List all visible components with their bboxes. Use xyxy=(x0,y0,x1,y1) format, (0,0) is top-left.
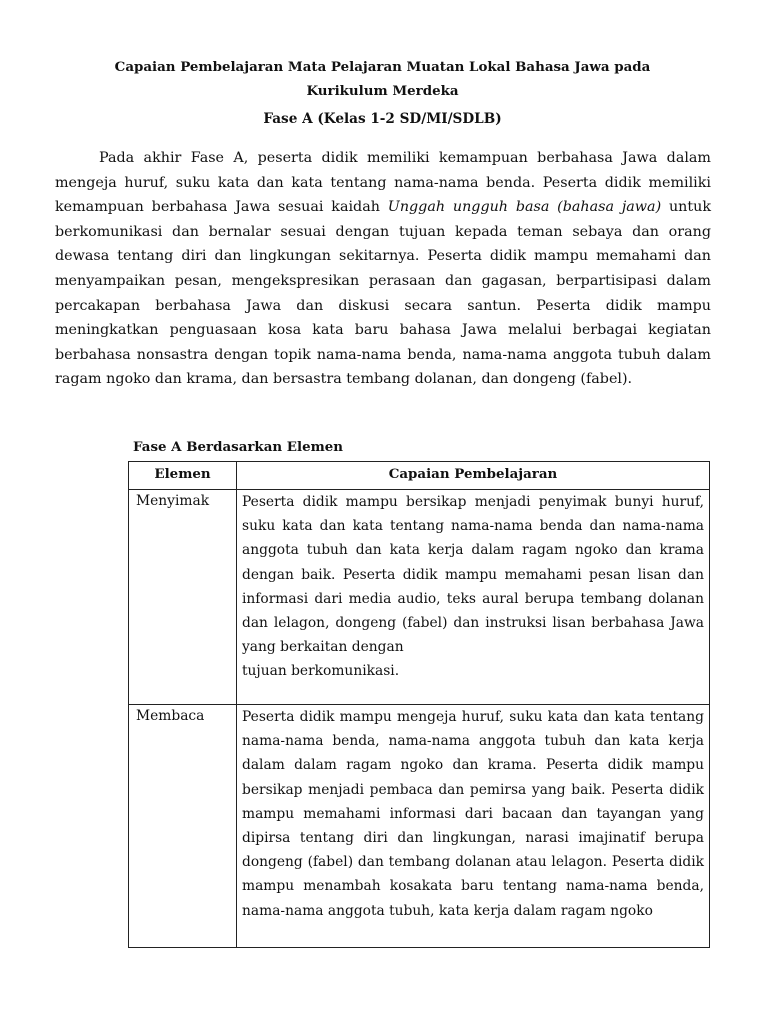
intro-italic-term: Unggah ungguh basa (bahasa jawa) xyxy=(387,199,662,216)
intro-text-part-1: Pada akhir Fase A, peserta didik memiliki kemampuan berbahasa Jawa dalam mengeja huruf, suku kata dan kata tentang nama-nama benda. Peserta didik memiliki kemampuan berbahasa Jawa sesuai kaidah xyxy=(55,150,711,216)
row-achievement-cell xyxy=(237,490,710,705)
achievement-text: Peserta didik mampu bersikap menjadi penyimak bunyi huruf, suku kata dan kata tentang nama-nama benda dan nama-nama anggota tubuh dan kata kerja dalam ragam ngoko dan krama dengan baik. Peserta didik mampu memahami pesan lisan dan informasi dari media audio, teks aural berupa tembang dolanan dan lelagon, dongeng (fabel) dan instruksi lisan berbahasa Jawa yang berkaitan dengan xyxy=(242,494,704,656)
achievement-table xyxy=(128,461,710,948)
intro-paragraph xyxy=(55,146,711,392)
row-element-cell: Membaca xyxy=(129,705,237,948)
table-row xyxy=(129,490,710,705)
section-heading: Fase A Berdasarkan Elemen xyxy=(133,439,344,455)
document-title-line-2: Kurikulum Merdeka xyxy=(306,83,459,99)
intro-text-part-2: untuk berkomunikasi dan bernalar sesuai dengan tujuan kepada teman sebaya dan orang dewasa tentang diri dan lingkungan sekitarnya. Peserta didik mampu memahami dan menyampaikan pesan, mengekspresikan perasaan dan gagasan, berpartisipasi dalam percakapan berbahasa Jawa dan diskusi secara santun. Peserta didik mampu meningkatkan penguasaan kosa kata baru bahasa Jawa melalui berbagai kegiatan berbahasa nonsastra dengan topik nama-nama benda, nama-nama anggota tubuh dalam ragam ngoko dan krama, dan bersastra tembang dolanan, dan dongeng (fabel). xyxy=(55,199,712,388)
table-header-row xyxy=(129,462,710,490)
achievement-last-line: tujuan berkomunikasi. xyxy=(242,663,400,680)
document-title-line-1: Capaian Pembelajaran Mata Pelajaran Muatan Lokal Bahasa Jawa pada xyxy=(114,59,651,75)
table-row xyxy=(129,705,710,948)
header-achievement: Capaian Pembelajaran xyxy=(237,462,710,490)
row-achievement-cell: Peserta didik mampu mengeja huruf, suku kata dan kata tentang nama-nama benda, nama-nama anggota tubuh dan kata kerja dalam dalam ragam ngoko dan krama. Peserta didik mampu bersikap menjadi pembaca dan pemirsa yang baik. Peserta didik mampu memahami informasi dari bacaan dan tayangan yang dipirsa tentang diri dan lingkungan, narasi imajinatif berupa dongeng (fabel) dan tembang dolanan atau lelagon. Peserta didik mampu menambah kosakata baru tentang nama-nama benda, nama-nama anggota tubuh, kata kerja dalam ragam ngoko xyxy=(237,705,710,948)
header-element: Elemen xyxy=(129,462,237,490)
row-element-cell: Menyimak xyxy=(129,490,237,705)
phase-title: Fase A (Kelas 1-2 SD/MI/SDLB) xyxy=(263,111,502,127)
